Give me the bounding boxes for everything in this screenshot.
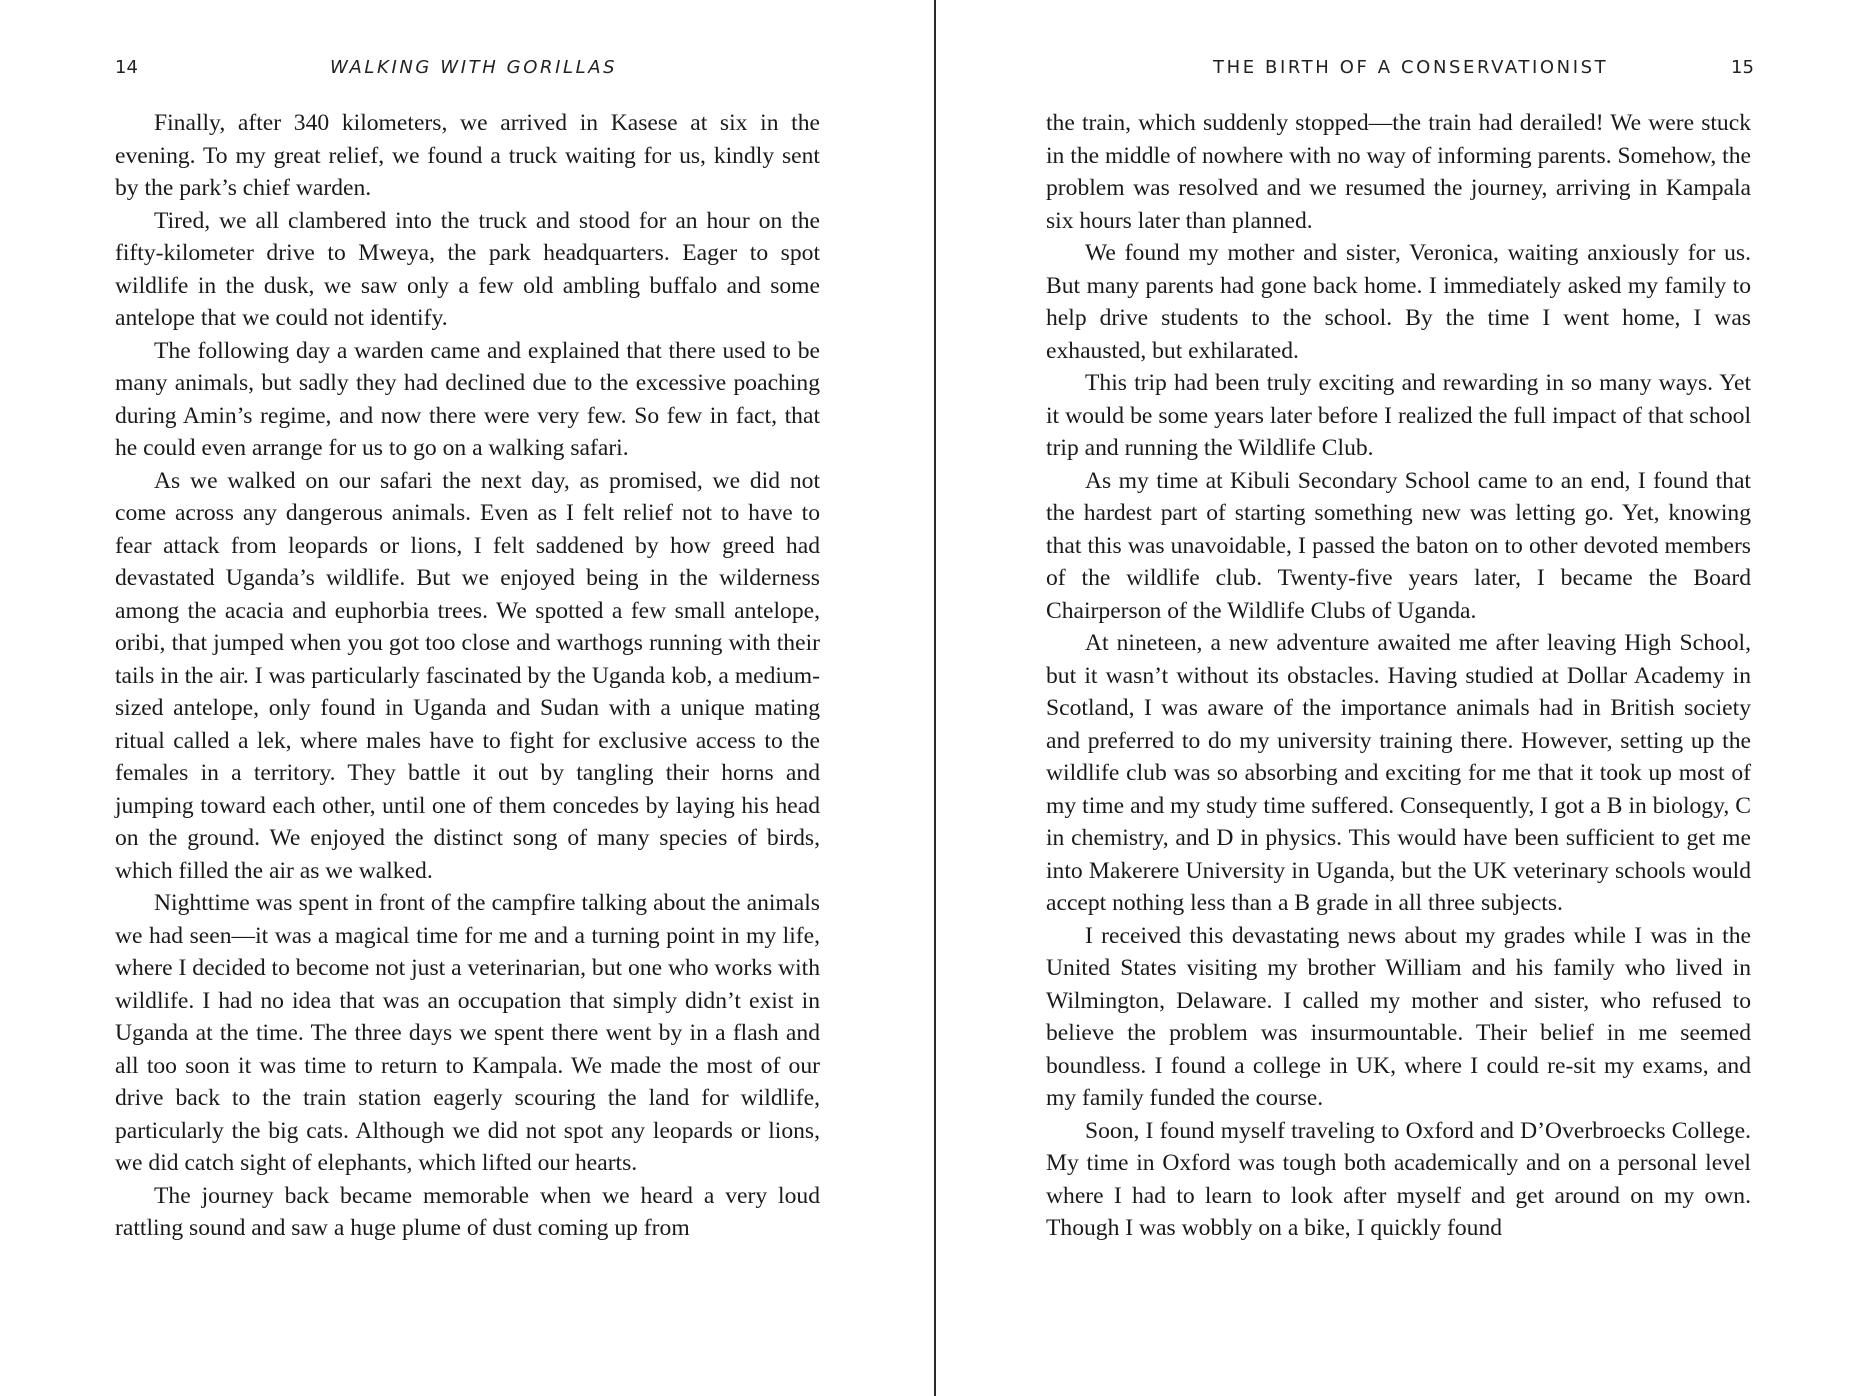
paragraph-continuation: the train, which suddenly stopped—the train had derailed! We were stuck in the middle of nowhere with no way of informing parents. Somehow, the problem was resolved and we resumed the journey, arriving in Kampala six hours later than planned. [1046, 110, 1751, 234]
paragraph: As my time at Kibuli Secondary School came to an end, I found that the hardest part of starting something new was letting go. Yet, knowing that this was unavoidable, I passed the baton on to other devoted members of the wildlife club. Twenty-five years later, I became the Board Chairperson of the Wildlife Clubs of Uganda. [1046, 467, 1751, 624]
paragraph: This trip had been truly exciting and rewarding in so many ways. Yet it would be some years later before I realized the full impact of that school trip and running the Wildlife Club. [1046, 370, 1751, 461]
page-number: 14 [115, 57, 138, 78]
paragraph: The following day a warden came and explained that there used to be many animals, but sadly they had declined due to the excessive poaching during Amin’s regime, and now there were very few. So few in fact, that he could even arrange for us to go on a walking safari. [115, 337, 820, 461]
paragraph: At nineteen, a new adventure awaited me after leaving High School, but it wasn’t without its obstacles. Having studied at Dollar Academy in Scotland, I was aware of the importance animals had in British society and preferred to do my university training there. However, setting up the wildlife club was so absorbing and exciting for me that it took up most of my time and my study time suffered. Consequently, I got a B in biology, C in chemistry, and D in physics. This would have been sufficient to get me into Makerere University in Uganda, but the UK veterinary schools would accept nothing less than a B grade in all three subjects. [1046, 630, 1751, 916]
body-text [115, 107, 820, 1245]
paragraph: We found my mother and sister, Veronica, waiting anxiously for us. But many parents had gone back home. I immediately asked my family to help drive students to the school. By the time I went home, I was exhausted, but exhilarated. [1046, 240, 1751, 364]
paragraph: Nighttime was spent in front of the campfire talking about the animals we had seen—it was a magical time for me and a turning point in my life, where I decided to become not just a veterinarian, but one who works with wildlife. I had no idea that was an occupation that simply didn’t exist in Uganda at the time. The three days we spent there went by in a flash and all too soon it was time to return to Kampala. We made the most of our drive back to the train station eagerly scouring the land for wildlife, particularly the big cats. Although we did not spot any leopards or lions, we did catch sight of elephants, which lifted our hearts. [115, 890, 820, 1176]
page-number: 15 [1731, 57, 1754, 78]
paragraph: Finally, after 340 kilometers, we arrived in Kasese at six in the evening. To my great relief, we found a truck waiting for us, kindly sent by the park’s chief warden. [115, 110, 820, 201]
right-page [936, 0, 1862, 1396]
paragraph: I received this devastating news about my grades while I was in the United States visiting my brother William and his family who lived in Wilmington, Delaware. I called my mother and sister, who refused to believe the problem was insurmountable. Their belief in me seemed boundless. I found a college in UK, where I could re-sit my exams, and my family funded the course. [1046, 922, 1751, 1111]
running-head: WALKING WITH GORILLAS [330, 57, 618, 78]
running-head: THE BIRTH OF A CONSERVATIONIST [1213, 57, 1609, 78]
paragraph: Soon, I found myself traveling to Oxford and D’Overbroecks College. My time in Oxford was tough both academically and on a personal level where I had to learn to look after myself and get around on my own. Though I was wobbly on a bike, I quickly found [1046, 1117, 1751, 1241]
paragraph: Tired, we all clambered into the truck and stood for an hour on the fifty-kilometer drive to Mweya, the park headquarters. Eager to spot wildlife in the dusk, we saw only a few old ambling buffalo and some antelope that we could not identify. [115, 207, 820, 331]
body-text [1046, 107, 1751, 1245]
paragraph: As we walked on our safari the next day, as promised, we did not come across any dangerous animals. Even as I felt relief not to have to fear attack from leopards or lions, I felt saddened by how greed had devastated Uganda’s wildlife. But we enjoyed being in the wilderness among the acacia and euphorbia trees. We spotted a few small antelope, oribi, that jumped when you got too close and warthogs running with their tails in the air. I was particularly fascinated by the Uganda kob, a medium-sized antelope, only found in Uganda and Sudan with a unique mating ritual called a lek, where males have to fight for exclusive access to the females in a territory. They battle it out by tangling their horns and jumping toward each other, until one of them concedes by laying his head on the ground. We enjoyed the distinct song of many species of birds, which filled the air as we walked. [115, 467, 820, 884]
paragraph: The journey back became memorable when we heard a very loud rattling sound and saw a huge plume of dust coming up from [115, 1182, 820, 1241]
